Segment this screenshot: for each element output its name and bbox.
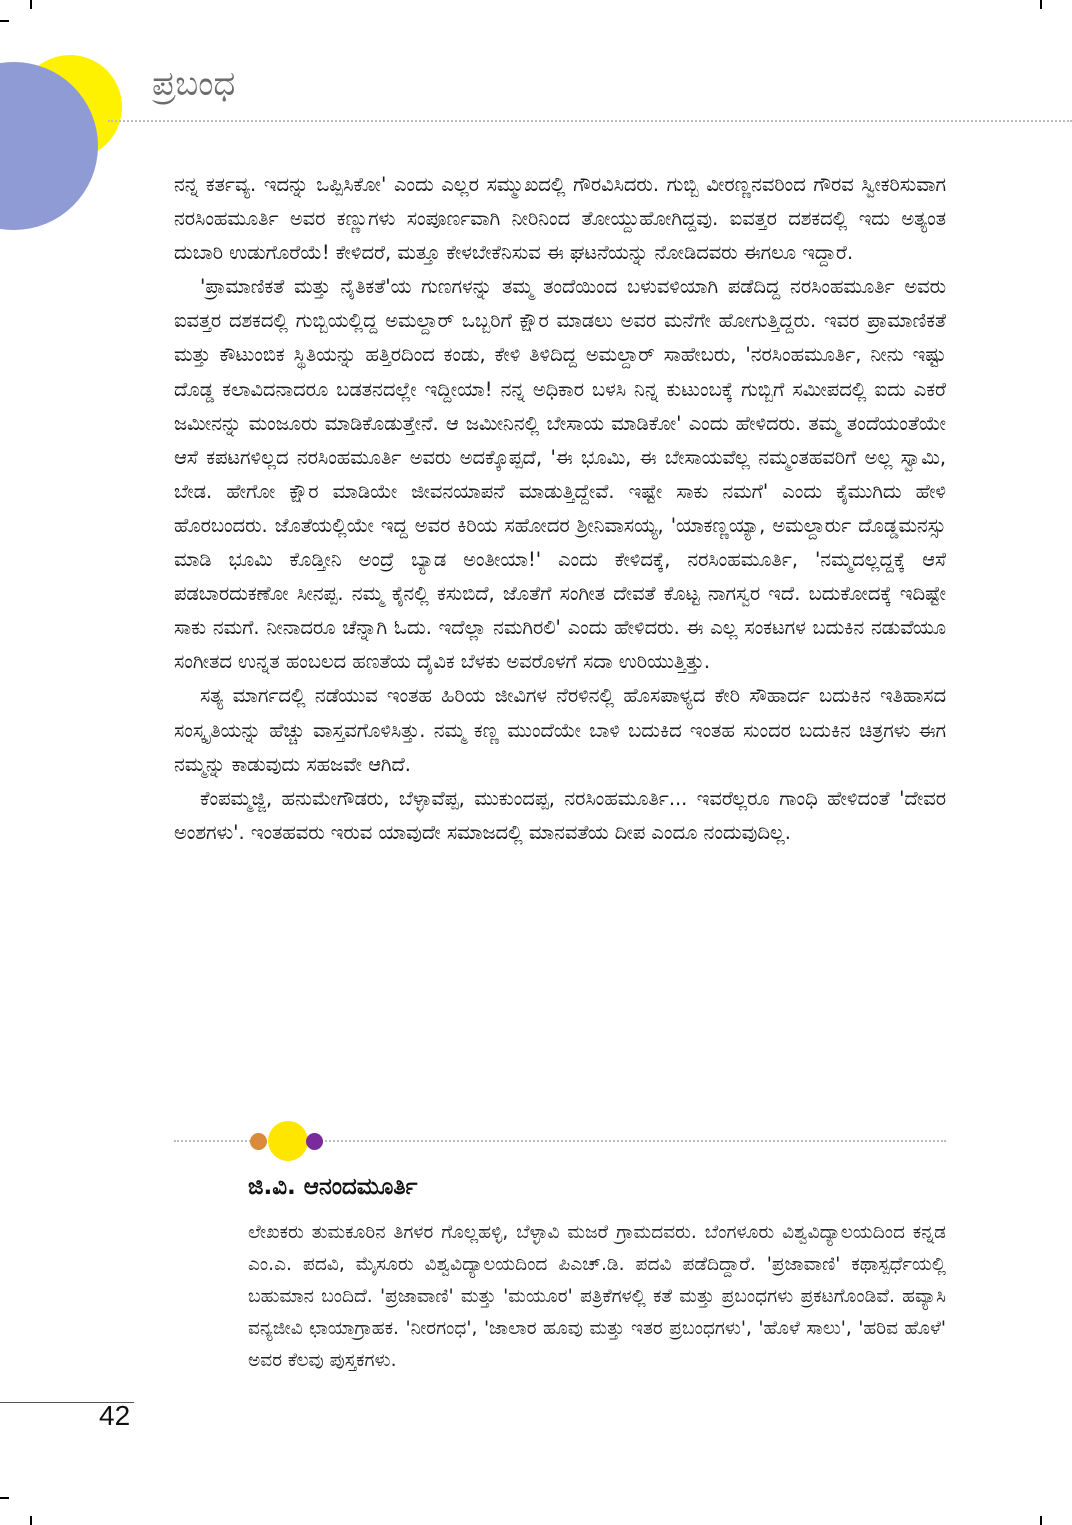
article-paragraph: ನನ್ನ ಕರ್ತವ್ಯ. ಇದನ್ನು ಒಪ್ಪಿಸಿಕೋ' ಎಂದು ಎಲ್ಲರ ಸಮ್ಮುಖದಲ್ಲಿ ಗೌರವಿಸಿದರು. ಗುಬ್ಬಿ ವೀರಣ್ಣನವರಿಂದ ಗೌರವ ಸ್ವೀಕರಿಸುವಾಗ ನರಸಿಂಹಮೂರ್ತಿ ಅವರ ಕಣ್ಣುಗಳು ಸಂಪೂರ್ಣವಾಗಿ ನೀರಿನಿಂದ ತೋಯ್ದುಹೋಗಿದ್ದವು. ಐವತ್ತರ ದಶಕದಲ್ಲಿ ಇದು ಅತ್ಯಂತ ದುಬಾರಿ ಉಡುಗೊರೆಯೆ! ಕೇಳಿದರೆ, ಮತ್ತೂ ಕೇಳಬೇಕೆನಿಸುವ ಈ ಘಟನೆಯನ್ನು ನೋಡಿದವರು ಈಗಲೂ ಇದ್ದಾರೆ.: [174, 173, 946, 265]
crop-mark-bottom-left-side: [0, 1497, 9, 1499]
article-paragraph: ಸತ್ಯ ಮಾರ್ಗದಲ್ಲಿ ನಡೆಯುವ ಇಂತಹ ಹಿರಿಯ ಜೀವಿಗಳ ನೆರಳಿನಲ್ಲಿ ಹೊಸಪಾಳ್ಯದ ಕೇರಿ ಸೌಹಾರ್ದ ಬದುಕಿನ ಇತಿಹಾಸದ ಸಂಸ್ಕೃತಿಯನ್ನು ಹೆಚ್ಚು ವಾಸ್ತವಗೊಳಿಸಿತ್ತು. ನಮ್ಮ ಕಣ್ಣ ಮುಂದೆಯೇ ಬಾಳಿ ಬದುಕಿದ ಇಂತಹ ಸುಂದರ ಬದುಕಿನ ಚಿತ್ರಗಳು ಈಗ ನಮ್ಮನ್ನು ಕಾಡುವುದು ಸಹಜವೇ ಆಗಿದೆ.: [174, 684, 946, 776]
section-title: ಪ್ರಬಂಧ: [152, 64, 236, 104]
yellow-dot-ornament: [268, 1121, 308, 1161]
author-name: ಜಿ.ವಿ. ಆನಂದಮೂರ್ತಿ: [248, 1174, 418, 1200]
header-dotted-rule: [108, 120, 1072, 122]
purple-dot-ornament: [306, 1133, 323, 1150]
article-body: [174, 168, 946, 850]
crop-mark-bottom-right: [1040, 1516, 1042, 1525]
crop-mark-top-left: [30, 0, 32, 9]
orange-dot-ornament: [250, 1133, 267, 1150]
crop-mark-bottom-left: [30, 1516, 32, 1525]
author-bio: ಲೇಖಕರು ತುಮಕೂರಿನ ತಿಗಳರ ಗೊಲ್ಲಹಳ್ಳಿ, ಬೆಳ್ಳಾವಿ ಮಜರೆ ಗ್ರಾಮದವರು. ಬೆಂಗಳೂರು ವಿಶ್ವವಿದ್ಯಾಲಯದಿಂದ ಕನ್ನಡ ಎಂ.ಎ. ಪದವಿ, ಮೈಸೂರು ವಿಶ್ವವಿದ್ಯಾಲಯದಿಂದ ಪಿಎಚ್.ಡಿ. ಪದವಿ ಪಡೆದಿದ್ದಾರೆ. 'ಪ್ರಜಾವಾಣಿ' ಕಥಾಸ್ಪರ್ಧೆಯಲ್ಲಿ ಬಹುಮಾನ ಬಂದಿದೆ. 'ಪ್ರಜಾವಾಣಿ' ಮತ್ತು 'ಮಯೂರ' ಪತ್ರಿಕೆಗಳಲ್ಲಿ ಕತೆ ಮತ್ತು ಪ್ರಬಂಧಗಳು ಪ್ರಕಟಗೊಂಡಿವೆ. ಹವ್ಯಾಸಿ ವನ್ಯಜೀವಿ ಛಾಯಾಗ್ರಾಹಕ. 'ನೀರಗಂಧ', 'ಜಾಲಾರ ಹೂವು ಮತ್ತು ಇತರ ಪ್ರಬಂಧಗಳು', 'ಹೊಳೆ ಸಾಲು', 'ಹರಿವ ಹೊಳೆ' ಅವರ ಕೆಲವು ಪುಸ್ತಕಗಳು.: [248, 1222, 946, 1371]
crop-mark-top-left-side: [0, 20, 9, 22]
article-paragraph: ಕೆಂಪಮ್ಮಜ್ಜಿ, ಹನುಮೇಗೌಡರು, ಬೆಳ್ಳಾವೆಪ್ಪ, ಮುಕುಂದಪ್ಪ, ನರಸಿಂಹಮೂರ್ತಿ... ಇವರೆಲ್ಲರೂ ಗಾಂಧಿ ಹೇಳಿದಂತೆ 'ದೇವರ ಅಂಶಗಳು'. ಇಂತಹವರು ಇರುವ ಯಾವುದೇ ಸಮಾಜದಲ್ಲಿ ಮಾನವತೆಯ ದೀಪ ಎಂದೂ ನಂದುವುದಿಲ್ಲ.: [174, 786, 946, 844]
crop-mark-top-right: [1040, 0, 1042, 9]
article-paragraph: 'ಪ್ರಾಮಾಣಿಕತೆ ಮತ್ತು ನೈತಿಕತೆ'ಯ ಗುಣಗಳನ್ನು ತಮ್ಮ ತಂದೆಯಿಂದ ಬಳುವಳಿಯಾಗಿ ಪಡೆದಿದ್ದ ನರಸಿಂಹಮೂರ್ತಿ ಅವರು ಐವತ್ತರ ದಶಕದಲ್ಲಿ ಗುಬ್ಬಿಯಲ್ಲಿದ್ದ ಅಮಲ್ದಾರ್ ಒಬ್ಬರಿಗೆ ಕ್ಷೌರ ಮಾಡಲು ಅವರ ಮನೆಗೇ ಹೋಗುತ್ತಿದ್ದರು. ಇವರ ಪ್ರಾಮಾಣಿಕತೆ ಮತ್ತು ಕೌಟುಂಬಿಕ ಸ್ಥಿತಿಯನ್ನು ಹತ್ತಿರದಿಂದ ಕಂಡು, ಕೇಳಿ ತಿಳಿದಿದ್ದ ಅಮಲ್ದಾರ್ ಸಾಹೇಬರು, 'ನರಸಿಂಹಮೂರ್ತಿ, ನೀನು ಇಷ್ಟು ದೊಡ್ಡ ಕಲಾವಿದನಾದರೂ ಬಡತನದಲ್ಲೇ ಇದ್ದೀಯಾ! ನನ್ನ ಅಧಿಕಾರ ಬಳಸಿ ನಿನ್ನ ಕುಟುಂಬಕ್ಕೆ ಗುಬ್ಬಿಗೆ ಸಮೀಪದಲ್ಲಿ ಐದು ಎಕರೆ ಜಮೀನನ್ನು ಮಂಜೂರು ಮಾಡಿಕೊಡುತ್ತೇನೆ. ಆ ಜಮೀನಿನಲ್ಲಿ ಬೇಸಾಯ ಮಾಡಿಕೋ' ಎಂದು ಹೇಳಿದರು. ತಮ್ಮ ತಂದೆಯಂತೆಯೇ ಆಸೆ ಕಪಟಗಳಿಲ್ಲದ ನರಸಿಂಹಮೂರ್ತಿ ಅವರು ಅದಕ್ಕೊಪ್ಪದೆ, 'ಈ ಭೂಮಿ, ಈ ಬೇಸಾಯವೆಲ್ಲ ನಮ್ಮಂತಹವರಿಗೆ ಅಲ್ಲ ಸ್ವಾಮಿ, ಬೇಡ. ಹೇಗೋ ಕ್ಷೌರ ಮಾಡಿಯೇ ಜೀವನಯಾಪನೆ ಮಾಡುತ್ತಿದ್ದೇವೆ. ಇಷ್ಟೇ ಸಾಕು ನಮಗೆ' ಎಂದು ಕೈಮುಗಿದು ಹೇಳಿ ಹೊರಬಂದರು. ಜೊತೆಯಲ್ಲಿಯೇ ಇದ್ದ ಅವರ ಕಿರಿಯ ಸಹೋದರ ಶ್ರೀನಿವಾಸಯ್ಯ, 'ಯಾಕಣ್ಣಯ್ಯಾ, ಅಮಲ್ದಾರ್ರು ದೊಡ್ಡಮನಸ್ಸು ಮಾಡಿ ಭೂಮಿ ಕೊಡ್ತೀನಿ ಅಂದ್ರೆ ಬ್ಯಾಡ ಅಂತೀಯಾ!' ಎಂದು ಕೇಳಿದಕ್ಕೆ, ನರಸಿಂಹಮೂರ್ತಿ, 'ನಮ್ಮದಲ್ಲದ್ದಕ್ಕೆ ಆಸೆ ಪಡಬಾರದುಕಣೋ ಸೀನಪ್ಪ. ನಮ್ಮ ಕೈನಲ್ಲಿ ಕಸುಬಿದೆ, ಜೊತೆಗೆ ಸಂಗೀತ ದೇವತೆ ಕೊಟ್ಟ ನಾಗಸ್ವರ ಇದೆ. ಬದುಕೋದಕ್ಕೆ ಇದಿಷ್ಟೇ ಸಾಕು ನಮಗೆ. ನೀನಾದರೂ ಚೆನ್ನಾಗಿ ಓದು. ಇದೆಲ್ಲಾ ನಮಗಿರಲಿ' ಎಂದು ಹೇಳಿದರು. ಈ ಎಲ್ಲ ಸಂಕಟಗಳ ಬದುಕಿನ ನಡುವೆಯೂ ಸಂಗೀತದ ಉನ್ನತ ಹಂಬಲದ ಹಣತೆಯ ದೈವಿಕ ಬೆಳಕು ಅವರೊಳಗೆ ಸದಾ ಉರಿಯುತ್ತಿತ್ತು.: [174, 275, 946, 674]
page-number: 42: [99, 1400, 131, 1431]
